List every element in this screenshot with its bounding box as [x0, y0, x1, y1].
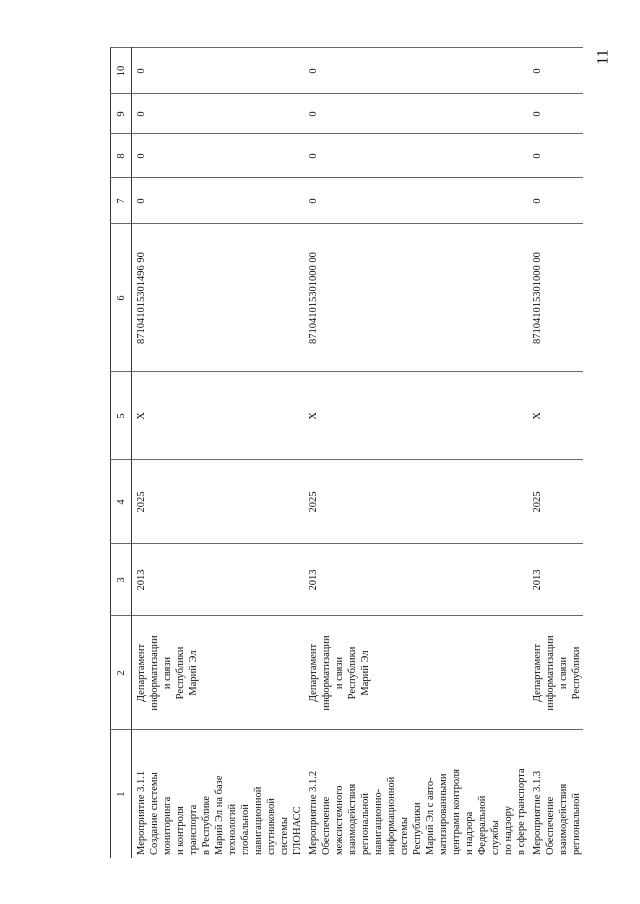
executor-line: Департамент [532, 643, 543, 703]
executor-line: Республики [175, 646, 186, 700]
table-row [304, 48, 528, 858]
executor-line: Марий Эл [188, 650, 199, 696]
start-year-cell: 2013 [528, 544, 583, 616]
mark-cell: Х [304, 372, 528, 460]
header-cell: 10 [111, 48, 132, 94]
measure-line: взаимодействия [347, 783, 358, 855]
executor-line: информатизации [321, 635, 332, 711]
measure-line: в Республике [201, 795, 212, 855]
measure-name-cell [304, 730, 528, 858]
executor-cell [528, 616, 583, 730]
measure-name-cell [528, 730, 583, 858]
measure-line: глобальной [240, 804, 251, 855]
value-cell-10: 0 [304, 48, 528, 94]
executor-line: Марий Эл [360, 650, 371, 696]
measure-line: Обеспечение [321, 796, 332, 855]
page-number: 11 [594, 49, 612, 65]
executor-line: и связи [334, 656, 345, 690]
value-cell-7: 0 [528, 178, 583, 224]
budget-table [110, 48, 583, 859]
header-row [111, 48, 132, 858]
end-year-cell: 2025 [528, 460, 583, 544]
value-cell-10: 0 [132, 48, 305, 94]
measure-name-cell [132, 730, 305, 858]
value-cell-8: 0 [304, 134, 528, 178]
measure-line: межсистемного [334, 785, 345, 855]
measure-line: и надзора [464, 811, 475, 855]
executor-line: и связи [558, 656, 569, 690]
header-cell: 1 [111, 730, 132, 858]
rotated-table-container [110, 48, 582, 858]
budget-code-cell: 871041015301000 00 [528, 224, 583, 372]
end-year-cell: 2025 [304, 460, 528, 544]
measure-line: службы [490, 820, 501, 855]
measure-line: навигационной [253, 786, 264, 855]
measure-line: центрами контроля [451, 769, 462, 855]
table-row [528, 48, 583, 858]
measure-line: региональной [360, 793, 371, 855]
budget-code-cell: 871041015301496 90 [132, 224, 305, 372]
executor-cell [132, 616, 305, 730]
measure-line: транспорта [188, 804, 199, 855]
header-cell: 5 [111, 372, 132, 460]
header-cell: 8 [111, 134, 132, 178]
measure-line: по надзору [503, 806, 514, 855]
header-cell: 6 [111, 224, 132, 372]
measure-line: взаимодействия [558, 783, 569, 855]
value-cell-7: 0 [132, 178, 305, 224]
measure-line: мониторинга [162, 796, 173, 855]
executor-cell [304, 616, 528, 730]
measure-line: системы [399, 817, 410, 855]
measure-line: системы [279, 817, 290, 855]
header-cell: 9 [111, 94, 132, 134]
mark-cell: Х [528, 372, 583, 460]
header-cell: 3 [111, 544, 132, 616]
header-cell: 4 [111, 460, 132, 544]
measure-line: навигационно- [373, 788, 384, 855]
measure-line: Мероприятие 3.1.3 [532, 770, 543, 855]
value-cell-9: 0 [132, 94, 305, 134]
executor-line: информатизации [149, 635, 160, 711]
executor-line: и связи [162, 656, 173, 690]
start-year-cell: 2013 [304, 544, 528, 616]
measure-line: информационной [386, 776, 397, 855]
value-cell-8: 0 [528, 134, 583, 178]
executor-line: Департамент [136, 643, 147, 703]
measure-line: технологий [227, 803, 238, 855]
measure-line: спутниковой [266, 798, 277, 855]
value-cell-9: 0 [528, 94, 583, 134]
measure-line: ГЛОНАСС [292, 806, 303, 855]
executor-line: информатизации [545, 635, 556, 711]
header-cell: 7 [111, 178, 132, 224]
measure-line: Марий Эл на базе [214, 775, 225, 855]
start-year-cell: 2013 [132, 544, 305, 616]
measure-line: и контроля [175, 806, 186, 855]
executor-line: Департамент [308, 643, 319, 703]
value-cell-9: 0 [304, 94, 528, 134]
measure-line: в сфере транспорта [516, 768, 527, 855]
value-cell-10: 0 [528, 48, 583, 94]
executor-line: Республики [347, 646, 358, 700]
measure-line: Федеральной [477, 795, 488, 855]
measure-line: Мероприятие 3.1.2 [308, 770, 319, 855]
measure-line: матизированными [438, 773, 449, 855]
measure-line: Создание системы [149, 772, 160, 855]
measure-line: Мероприятие 3.1.1 [136, 770, 147, 855]
value-cell-7: 0 [304, 178, 528, 224]
measure-line: Марий Эл с авто- [425, 777, 436, 855]
measure-line: Республики [412, 802, 423, 855]
measure-line: региональной [571, 793, 582, 855]
end-year-cell: 2025 [132, 460, 305, 544]
value-cell-8: 0 [132, 134, 305, 178]
executor-line: Республики [571, 646, 582, 700]
measure-line: Обеспечение [545, 796, 556, 855]
header-cell: 2 [111, 616, 132, 730]
table-row [132, 48, 305, 858]
budget-code-cell: 871041015301000 00 [304, 224, 528, 372]
mark-cell: Х [132, 372, 305, 460]
